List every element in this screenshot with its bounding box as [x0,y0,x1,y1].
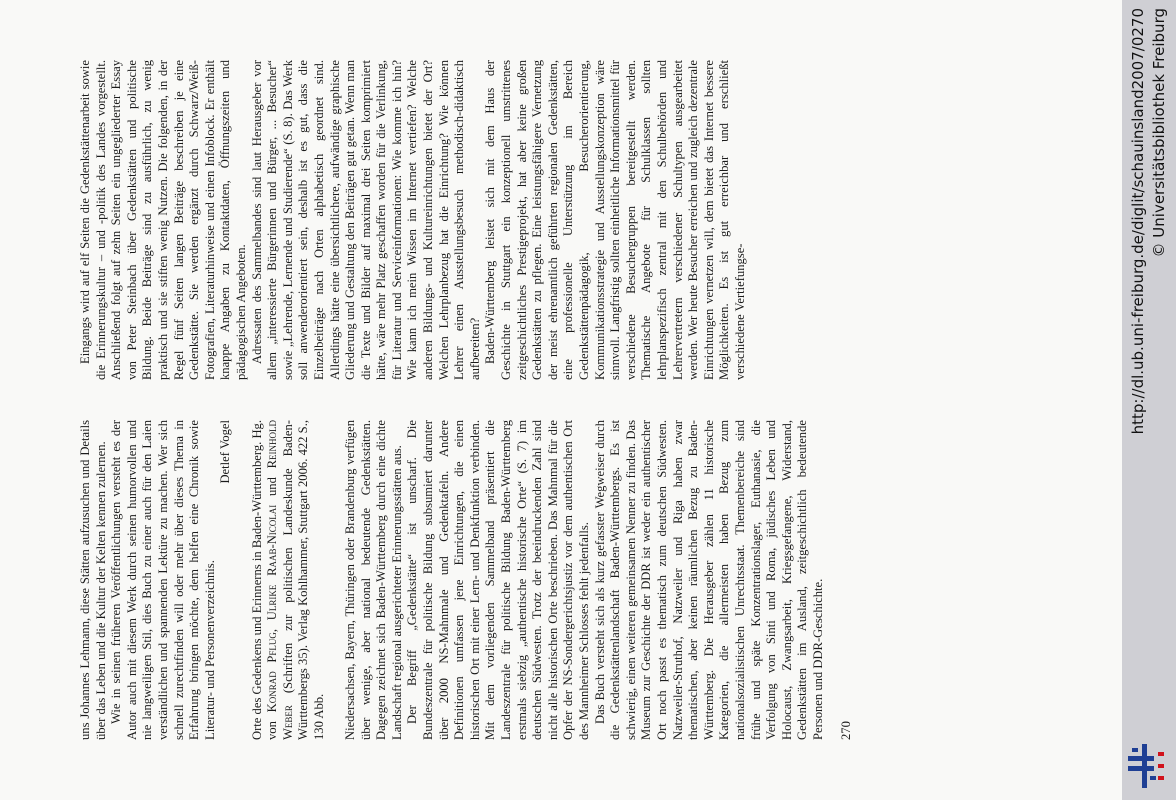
editor-name: Reinhold Weber [265,420,295,740]
left-column [78,420,1078,740]
paragraph: Das Buch versteht sich als kurz gefasster Wegweiser durch die Gedenkstättenlandschaft Baden-Württembergs. Es ist schwierig, einen weiteren gemeinsamen Nenner zu finden. Das Museum zur Geschichte der DDR ist weder ein authentischer Ort noch passt es thematisch zum deutschen Südwesten. Natzweiler-Struthof, Natzweiler und Riga haben zwar thematischen, aber keinen räumlichen Bezug zu Baden-Württemberg. Die Herausgeber zählen 11 historische Kategorien, die allermeisten haben Bezug zum nationalsozialistischen Unrechtsstaat. Themenbereiche sind frühe und späte Konzentrationslager, Euthanasie, die Verfolgung von Sinti und Roma, jüdisches Leben und Holocaust, Zwangsarbeit, Kriegsgefangene, Widerstand, Gedenkstätten im Ausland, zeitgeschichtlich bedeutende Personen und DDR-Geschichte. [592,420,825,740]
ref-details: (Schriften zur politischen Landeskunde Baden-Württembergs 35). Verlag Kohlhammer, Stuttgart 2006. 422 S., 130 Abb. [280,420,326,740]
copyright-notice: © Universitätsbibliothek Freiburg [1150,8,1168,258]
book-reference [250,420,328,740]
right-column [78,60,1078,380]
paragraph: Wie in seinen früheren Veröffentlichungen versteht es der Autor auch mit diesem Werk durch seinen humorvollen und nie langweiligen Stil, dies Buch zu einer auch für den Laien verständlichen und spannenden Lektüre zu machen. Wer sich schnell zurechtfinden will oder mehr über dieses Thema in Erfahrung bringen möchte, dem helfen eine Chronik sowie Literatur- und Personenverzeichnis. [109,420,217,740]
watermark-text [1127,0,1171,800]
rotated-text-block [78,60,1078,740]
source-url[interactable]: http://dl.ub.uni-freiburg.de/diglit/schauinsland2007/0270 [1129,8,1147,435]
ref-separator: , [265,628,280,633]
page-number: 270 [838,721,853,740]
paragraph: Der Begriff „Gedenkstätte“ ist unscharf. Die Bundeszentrale für politische Bildung subsumiert darunter über 2000 NS-Mahnmale und Gedenktafeln. Andere Definitionen umfassen jene Einrichtungen, die einen historischen Ort mit einer Lern- und Denkfunktion verbinden. Mit dem vorliegenden Sammelband präsentiert die Landeszentrale für politische Bildung Baden-Württemberg erstmals siebzig „authentische historische Orte“ (S. 7) im deutschen Südwesten. Trotz der beeindruckenden Zahl sind nicht alle historischen Orte beschrieben. Das Mahnmal für die Opfer der NS-Sondergerichtsjustiz vor dem authentischen Ort des Mannheimer Schlosses fehlt jedenfalls. [405,420,591,740]
paragraph: Baden-Württemberg leistet sich mit dem Haus der Geschichte in Stuttgart ein konzeptionell umstrittenes zeitgeschichtliches Prestigeprojekt, hat aber keine großen Gedenkstätten zu pflegen. Eine leistungsfähigere Vernetzung der meist ehrenamtlich geführten regionalen Gedenkstätten, eine professionelle Unterstützung im Bereich Gedenkstättenpädagogik, Besucherorientierung, Kommunikationsstrategie und Ausstellungskonzeption wäre sinnvoll. Langfristig sollten einheitliche Informationsmittel für verschiedene Besuchergruppen bereitgestellt werden. Thematische Angebote für Schulklassen sollten lehrplanspezifisch zentral mit den Schulbehörden und Lehrervertretern verschiedener Schultypen ausgearbeitet werden. Wer heute Besucher erreichen und zugleich dezentrale Einrichtungen vernetzen will, dem bietet das Internet bessere Möglichkeiten. Es ist gut erreichbar und erschließt verschiedene Vertiefungse- [483,60,747,380]
ref-separator: und [265,468,280,505]
paragraph: Niedersachsen, Bayern, Thüringen oder Brandenburg verfügen über wenige, aber national bedeutende Gedenkstätten. Dagegen zeichnet sich Baden-Württemberg durch eine dichte Landschaft regional ausgerichteter Erinnerungsstätten aus. [343,420,404,740]
editor-name: Ulrike Raab-Nicolai [265,504,280,621]
library-logo-icon [1128,742,1170,796]
paragraph: uns Johannes Lehmann, diese Stätten aufzusuchen und Details über das Leben und die Kultur der Kelten kennen zulernen. [78,420,108,740]
review-signature: Detlef Vogel [218,420,233,484]
ref-title: Orte des Gedenkens und Erinnerns in Baden-Württemberg. Hg. von [249,420,280,740]
editor-name: Konrad Pflug [265,632,280,713]
paragraph: Eingangs wird auf elf Seiten die Gedenkstättenarbeit sowie die Erinnerungskultur – und -politik des Landes vorgestellt. Anschließend folgt auf zehn Seiten ein ungegliederter Essay von Peter Steinbach über Gedenkstätten und politische Bildung. Beide Beiträge sind zu ausführlich, zu wenig praktisch und sie stiften wenig Nutzen. Die folgenden, in der Regel fünf Seiten langen Beiträge beschreiben je eine Gedenkstätte. Sie werden ergänzt durch Schwarz/Weiß-Fotografien, Literaturhinweise und einen Infoblock. Er enthält knappe Angaben zu Kontaktdaten, Öffnungszeiten und pädagogischen Angeboten. [78,60,248,380]
paragraph: Adressaten des Sammelbandes sind laut Herausgeber vor allem „interessierte Bürgerinnen und Bürger, ... Besucher“ sowie „Lehrende, Lernende und Studierende“ (S. 8). Das Werk soll anwenderorientiert sein, deshalb ist es gut, dass die Einzelbeiträge nach Orten alphabetisch geordnet sind. Allerdings hätte eine übersichtlichere, aufwändige graphische Gliederung und Gestaltung den Beiträgen gut getan. Wenn man die Texte und Bilder auf maximal drei Seiten komprimiert hätte, wäre mehr Platz geschaffen worden für die Verlinkung, für Literatur und Serviceinformationen: Wie komme ich hin? Wie kann ich mein Wissen im Internet vertiefen? Welche anderen Bildungs- und Kultureinrichtungen bietet der Ort? Welchen Lehrplanbezug hat die Einrichtung? Wie können Lehrer einen Ausstellungsbesuch methodisch-didaktisch aufbereiten? [249,60,482,380]
